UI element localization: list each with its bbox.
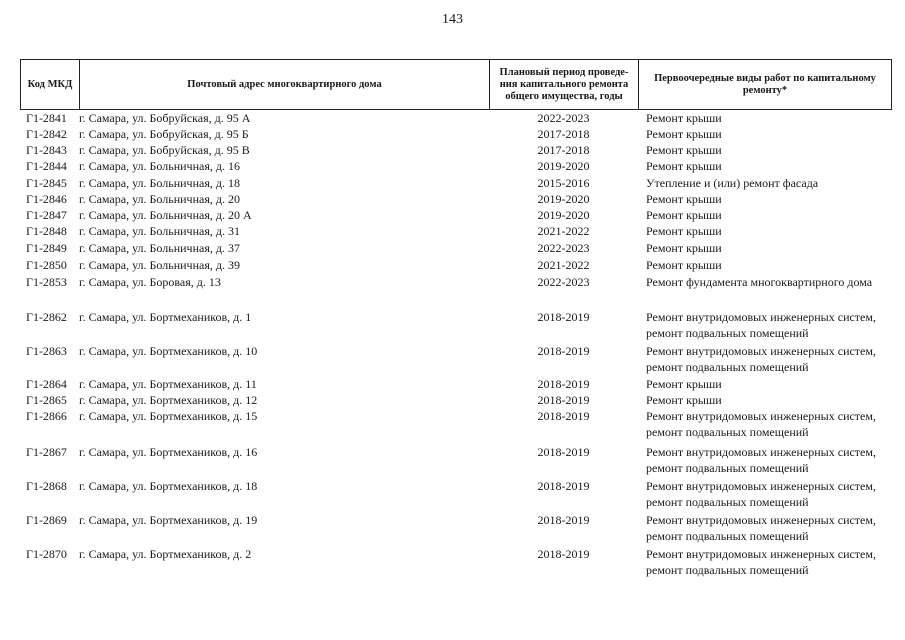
cell-code: Г1-2866 <box>26 409 67 423</box>
cell-code: Г1-2850 <box>26 258 67 272</box>
cell-period: 2021-2022 <box>537 224 590 238</box>
header-code: Код МКД <box>20 59 79 110</box>
cell-code: Г1-2844 <box>26 159 67 173</box>
cell-works: Ремонт внутридомовых инженерных систем, ремонт подвальных помещений <box>646 409 876 439</box>
header-works: Первоочередные виды работ по капитальному ремонту* <box>638 59 892 110</box>
cell-works: Ремонт внутридомовых инженерных систем, ремонт подвальных помещений <box>646 547 876 577</box>
cell-address: г. Самара, ул. Бортмехаников, д. 16 <box>79 445 258 459</box>
cell-works: Ремонт крыши <box>646 111 722 125</box>
cell-code: Г1-2847 <box>26 208 67 222</box>
cell-code: Г1-2865 <box>26 393 67 407</box>
cell-period: 2015-2016 <box>537 176 590 190</box>
cell-address: г. Самара, ул. Бортмехаников, д. 19 <box>79 513 258 527</box>
cell-period: 2018-2019 <box>537 393 590 407</box>
cell-works: Утепление и (или) ремонт фасада <box>646 176 819 190</box>
cell-code: Г1-2868 <box>26 479 67 493</box>
cell-code: Г1-2842 <box>26 127 67 141</box>
cell-period: 2022-2023 <box>537 275 590 289</box>
cell-address: г. Самара, ул. Бортмехаников, д. 1 <box>79 310 252 324</box>
cell-period: 2018-2019 <box>537 547 590 561</box>
cell-code: Г1-2863 <box>26 344 67 358</box>
header-address: Почтовый адрес многоквартирного дома <box>79 59 489 110</box>
cell-works: Ремонт фундамента многоквартирного дома <box>646 275 873 289</box>
cell-code: Г1-2841 <box>26 111 67 125</box>
cell-code: Г1-2869 <box>26 513 67 527</box>
cell-address: г. Самара, ул. Бортмехаников, д. 10 <box>79 344 258 358</box>
cell-address: г. Самара, ул. Бортмехаников, д. 18 <box>79 479 258 493</box>
cell-code: Г1-2843 <box>26 143 67 157</box>
cell-code: Г1-2864 <box>26 377 67 391</box>
cell-address: г. Самара, ул. Больничная, д. 20 <box>79 192 240 206</box>
cell-works: Ремонт крыши <box>646 208 722 222</box>
cell-works: Ремонт крыши <box>646 224 722 238</box>
cell-period: 2018-2019 <box>537 310 590 324</box>
cell-works: Ремонт внутридомовых инженерных систем, ремонт подвальных помещений <box>646 310 876 340</box>
cell-period: 2022-2023 <box>537 111 590 125</box>
cell-period: 2021-2022 <box>537 258 590 272</box>
cell-works: Ремонт внутридомовых инженерных систем, ремонт подвальных помещений <box>646 445 876 475</box>
cell-works: Ремонт крыши <box>646 143 722 157</box>
cell-address: г. Самара, ул. Бортмехаников, д. 15 <box>79 409 258 423</box>
cell-period: 2019-2020 <box>537 159 590 173</box>
cell-works: Ремонт внутридомовых инженерных систем, ремонт подвальных помещений <box>646 513 876 543</box>
cell-period: 2017-2018 <box>537 127 590 141</box>
cell-period: 2019-2020 <box>537 208 590 222</box>
cell-address: г. Самара, ул. Больничная, д. 31 <box>79 224 240 238</box>
cell-period: 2019-2020 <box>537 192 590 206</box>
cell-address: г. Самара, ул. Больничная, д. 39 <box>79 258 240 272</box>
cell-period: 2018-2019 <box>537 377 590 391</box>
cell-address: г. Самара, ул. Бортмехаников, д. 2 <box>79 547 252 561</box>
cell-works: Ремонт внутридомовых инженерных систем, ремонт подвальных помещений <box>646 344 876 374</box>
cell-address: г. Самара, ул. Больничная, д. 37 <box>79 241 240 255</box>
cell-code: Г1-2853 <box>26 275 67 289</box>
cell-period: 2018-2019 <box>537 409 590 423</box>
cell-period: 2018-2019 <box>537 513 590 527</box>
cell-code: Г1-2870 <box>26 547 67 561</box>
cell-works: Ремонт крыши <box>646 241 722 255</box>
cell-address: г. Самара, ул. Бобруйская, д. 95 А <box>79 111 251 125</box>
cell-period: 2018-2019 <box>537 344 590 358</box>
cell-address: г. Самара, ул. Больничная, д. 18 <box>79 176 240 190</box>
cell-address: г. Самара, ул. Бортмехаников, д. 12 <box>79 393 258 407</box>
page-number: 143 <box>442 12 463 27</box>
cell-code: Г1-2867 <box>26 445 67 459</box>
cell-works: Ремонт крыши <box>646 393 722 407</box>
cell-address: г. Самара, ул. Бортмехаников, д. 11 <box>79 377 257 391</box>
cell-works: Ремонт крыши <box>646 127 722 141</box>
cell-address: г. Самара, ул. Больничная, д. 20 А <box>79 208 252 222</box>
cell-address: г. Самара, ул. Бобруйская, д. 95 В <box>79 143 250 157</box>
cell-code: Г1-2846 <box>26 192 67 206</box>
cell-works: Ремонт крыши <box>646 258 722 272</box>
cell-works: Ремонт крыши <box>646 159 722 173</box>
cell-code: Г1-2849 <box>26 241 67 255</box>
cell-address: г. Самара, ул. Боровая, д. 13 <box>79 275 221 289</box>
cell-works: Ремонт внутридомовых инженерных систем, ремонт подвальных помещений <box>646 479 876 509</box>
cell-code: Г1-2862 <box>26 310 67 324</box>
cell-period: 2018-2019 <box>537 445 590 459</box>
cell-period: 2017-2018 <box>537 143 590 157</box>
cell-address: г. Самара, ул. Больничная, д. 16 <box>79 159 240 173</box>
cell-works: Ремонт крыши <box>646 192 722 206</box>
cell-period: 2018-2019 <box>537 479 590 493</box>
cell-address: г. Самара, ул. Бобруйская, д. 95 Б <box>79 127 249 141</box>
cell-period: 2022-2023 <box>537 241 590 255</box>
cell-code: Г1-2845 <box>26 176 67 190</box>
cell-works: Ремонт крыши <box>646 377 722 391</box>
cell-code: Г1-2848 <box>26 224 67 238</box>
header-period: Плановый период проведе-ния капитального ремонта общего имущества, годы <box>489 59 638 110</box>
